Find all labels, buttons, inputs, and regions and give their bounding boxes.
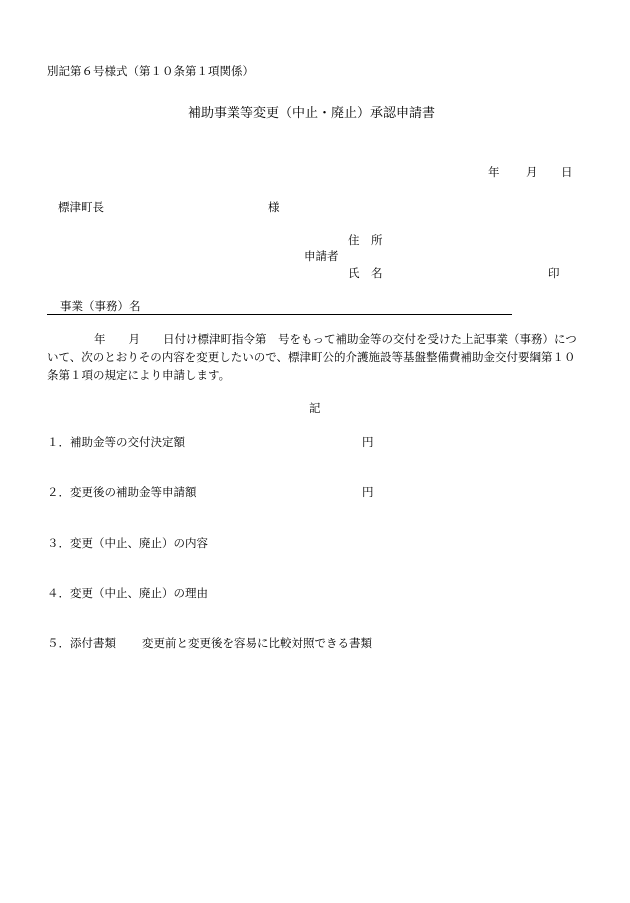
item-2-unit: 円 — [362, 485, 374, 499]
item-5-detail: 変更前と変更後を容易に比較対照できる書類 — [142, 636, 372, 650]
form-reference: 別記第６号様式（第１０条第１項関係） — [47, 64, 254, 78]
name-label: 氏 名 — [348, 266, 383, 280]
date-month: 月 — [526, 165, 538, 179]
body-line-3: 条第１項の規定により申請します。 — [47, 368, 231, 382]
seal-label: 印 — [548, 266, 560, 280]
document-title: 補助事業等変更（中止・廃止）承認申請書 — [188, 106, 436, 121]
body-line-1: 年 月 日付け標津町指令第 号をもって補助金等の交付を受けた上記事業（事務）につ — [94, 332, 577, 346]
body-line-2: いて、次のとおりその内容を変更したいので、標津町公的介護施設等基盤整備費補助金交付要綱第１０ — [47, 350, 576, 364]
item-4-label: ４．変更（中止、廃止）の理由 — [47, 586, 208, 600]
item-1-label: １．補助金等の交付決定額 — [47, 435, 185, 449]
ki-heading: 記 — [309, 401, 321, 415]
date-day: 日 — [561, 165, 573, 179]
item-2-label: ２．変更後の補助金等申請額 — [47, 485, 197, 499]
applicant-label: 申請者 — [304, 249, 339, 263]
item-1-unit: 円 — [362, 435, 374, 449]
address-label: 住 所 — [348, 233, 383, 247]
date-year: 年 — [488, 165, 500, 179]
project-name-underline — [47, 314, 512, 315]
project-name-label: 事業（事務）名 — [60, 299, 141, 313]
item-5-label: ５．添付書類 — [47, 636, 116, 650]
addressee-honorific: 様 — [268, 200, 280, 214]
addressee-name: 標津町長 — [58, 200, 104, 214]
item-3-label: ３．変更（中止、廃止）の内容 — [47, 536, 208, 550]
